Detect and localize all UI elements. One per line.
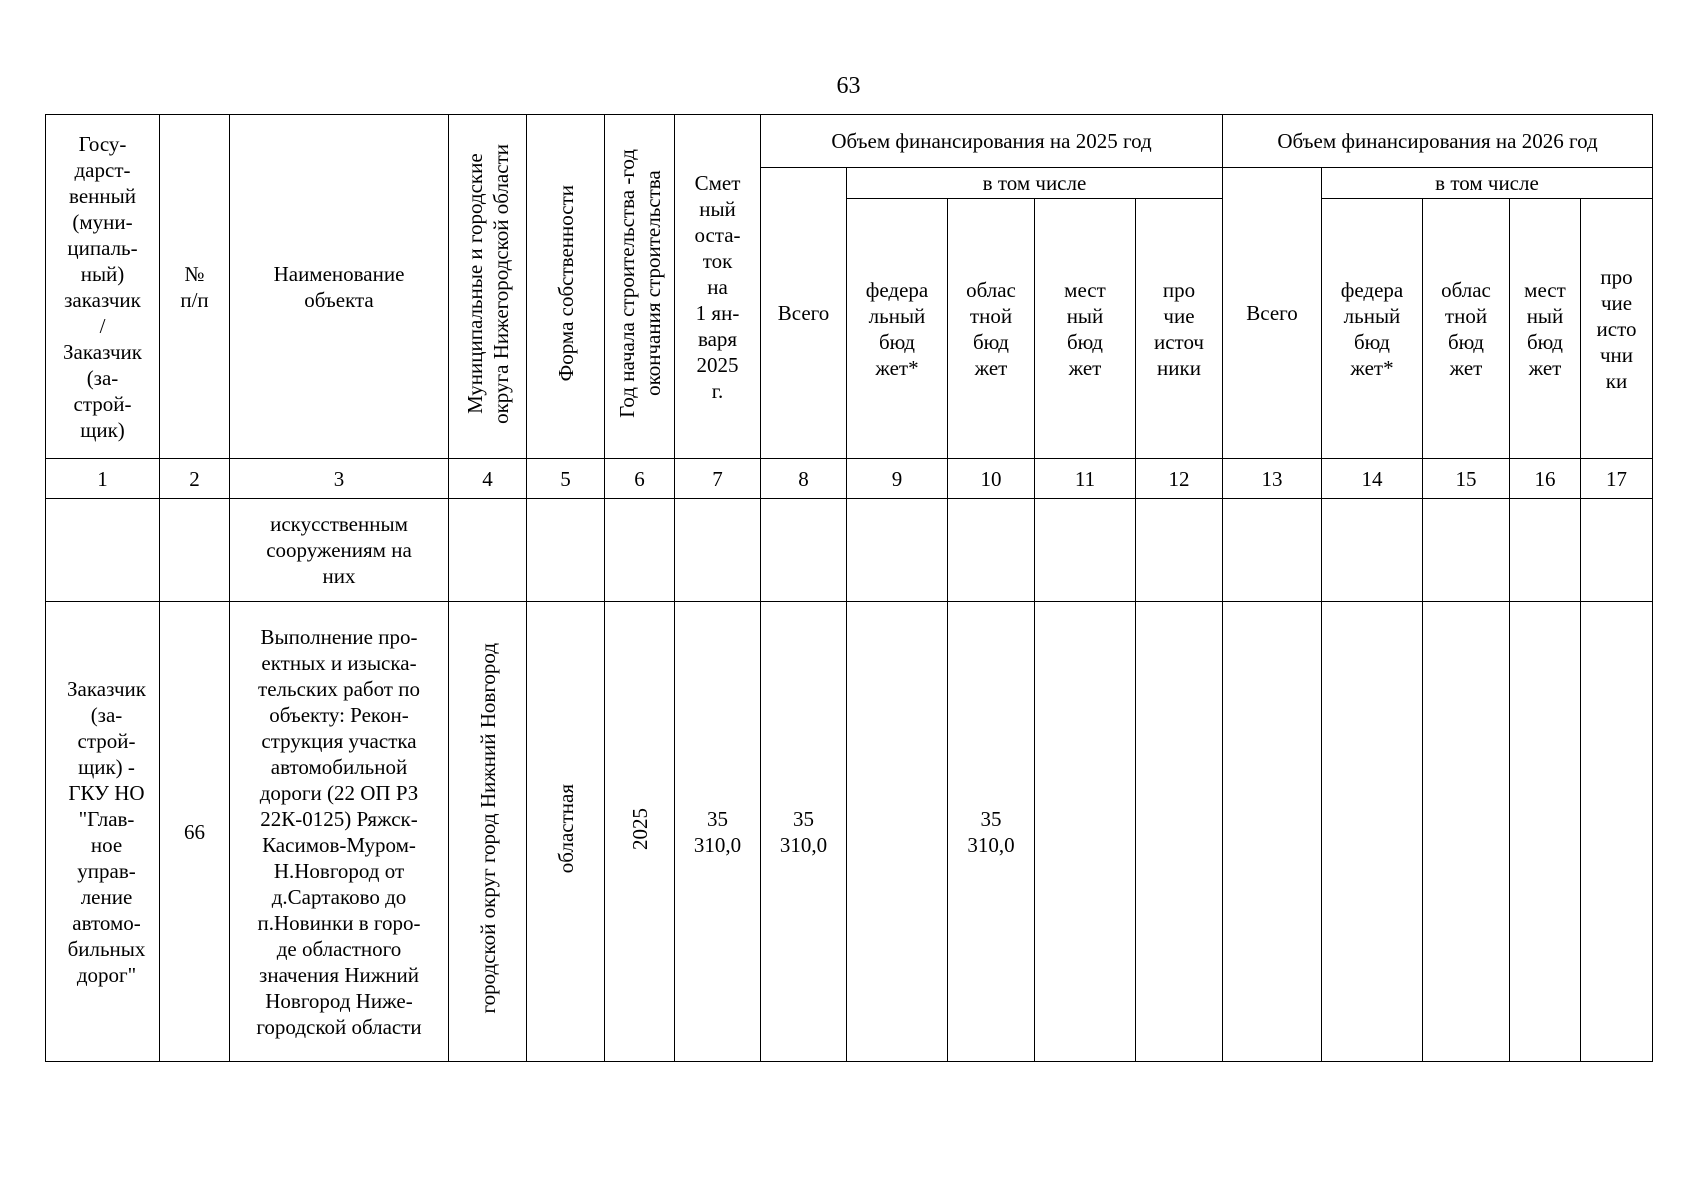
column-number: 6 <box>605 459 675 499</box>
header-number: № п/п <box>160 115 230 459</box>
header-local-2026: мест ный бюд жет <box>1510 199 1581 459</box>
header-federal-2025: федера льный бюд жет* <box>847 199 948 459</box>
column-number: 13 <box>1223 459 1322 499</box>
row-balance: 35 310,0 <box>675 602 761 1062</box>
column-number: 16 <box>1510 459 1581 499</box>
row-total-2026 <box>1223 602 1322 1062</box>
row-regional-2026 <box>1423 499 1510 602</box>
header-including-2025: в том числе <box>847 168 1223 199</box>
column-number: 7 <box>675 459 761 499</box>
column-number: 4 <box>449 459 527 499</box>
column-number: 10 <box>948 459 1035 499</box>
header-balance: Смет ный оста- ток на 1 ян- варя 2025 г. <box>675 115 761 459</box>
row-regional-2026 <box>1423 602 1510 1062</box>
header-construction-years: Год начала строительства -год окончания строительства <box>605 115 675 459</box>
header-other-2025: про чие источ ники <box>1136 199 1223 459</box>
header-funding-2026: Объем финансирования на 2026 год <box>1223 115 1653 168</box>
column-number: 12 <box>1136 459 1223 499</box>
row-object-name: Выполнение про- ектных и изыска- тельских работ по объекту: Рекон- струкция участка автомобильной дороги (22 ОП РЗ 22К-0125) Ряжск- Касимов-Муром- Н.Новгород от д.Сартаково до п.Новинки в горо- де областного значения Нижний Новгород Ниже- городской области <box>230 602 449 1062</box>
table-row-66 <box>46 602 1653 1062</box>
row-total-2025 <box>761 499 847 602</box>
column-number: 3 <box>230 459 449 499</box>
row-federal-2025 <box>847 602 948 1062</box>
column-number: 2 <box>160 459 230 499</box>
row-object-name: искусственным сооружениям на них <box>230 499 449 602</box>
row-other-2025 <box>1136 499 1223 602</box>
column-number: 1 <box>46 459 160 499</box>
row-ownership: областная <box>527 602 605 1062</box>
row-ownership <box>527 499 605 602</box>
row-balance <box>675 499 761 602</box>
row-number: 66 <box>160 602 230 1062</box>
header-row-1 <box>46 115 1653 168</box>
row-federal-2026 <box>1322 602 1423 1062</box>
column-numbers-row <box>46 459 1653 499</box>
row-local-2025 <box>1035 602 1136 1062</box>
column-number: 15 <box>1423 459 1510 499</box>
row-regional-2025 <box>948 499 1035 602</box>
header-regional-2026: облас тной бюд жет <box>1423 199 1510 459</box>
header-total-2025: Всего <box>761 168 847 459</box>
row-customer: Заказчик (за- строй- щик) - ГКУ НО "Глав- ное управ- ление автомо- бильных дорог" <box>46 602 160 1062</box>
page-number: 63 <box>836 73 861 99</box>
row-number <box>160 499 230 602</box>
column-number: 14 <box>1322 459 1423 499</box>
header-local-2025: мест ный бюд жет <box>1035 199 1136 459</box>
row-local-2026 <box>1510 602 1581 1062</box>
row-year: 2025 <box>605 602 675 1062</box>
header-total-2026: Всего <box>1223 168 1322 459</box>
header-regional-2025: облас тной бюд жет <box>948 199 1035 459</box>
row-other-2025 <box>1136 602 1223 1062</box>
row-municipality <box>449 499 527 602</box>
column-number: 9 <box>847 459 948 499</box>
row-year <box>605 499 675 602</box>
row-regional-2025: 35 310,0 <box>948 602 1035 1062</box>
row-other-2026 <box>1581 602 1653 1062</box>
column-number: 17 <box>1581 459 1653 499</box>
row-local-2026 <box>1510 499 1581 602</box>
column-number: 5 <box>527 459 605 499</box>
header-funding-2025: Объем финансирования на 2025 год <box>761 115 1223 168</box>
row-other-2026 <box>1581 499 1653 602</box>
header-customer: Госу- дарст- венный (муни- ципаль- ный) заказчик / Заказчик (за- строй- щик) <box>46 115 160 459</box>
row-total-2025: 35 310,0 <box>761 602 847 1062</box>
header-municipality: Муниципальные и городские округа Нижегородской области <box>449 115 527 459</box>
row-total-2026 <box>1223 499 1322 602</box>
column-number: 11 <box>1035 459 1136 499</box>
column-number: 8 <box>761 459 847 499</box>
header-object-name: Наименование объекта <box>230 115 449 459</box>
financing-table <box>45 114 1653 1062</box>
table-row-continuation <box>46 499 1653 602</box>
row-customer <box>46 499 160 602</box>
row-federal-2025 <box>847 499 948 602</box>
row-federal-2026 <box>1322 499 1423 602</box>
header-federal-2026: федера льный бюд жет* <box>1322 199 1423 459</box>
header-ownership: Форма собственности <box>527 115 605 459</box>
header-including-2026: в том числе <box>1322 168 1653 199</box>
header-other-2026: про чие исто чни ки <box>1581 199 1653 459</box>
row-local-2025 <box>1035 499 1136 602</box>
row-municipality: городской округ город Нижний Новгород <box>449 602 527 1062</box>
